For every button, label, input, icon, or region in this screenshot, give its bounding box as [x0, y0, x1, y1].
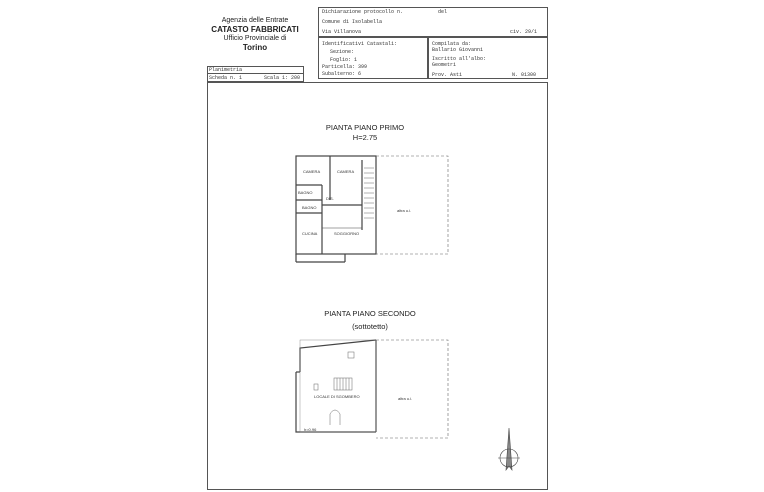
- declaration-label: Dichiarazione protocollo n.: [322, 9, 404, 15]
- room-soggiorno: SOGGIORNO: [334, 231, 360, 236]
- sezione-label: Sezione:: [330, 49, 355, 55]
- iscritto-label: Iscritto all'albo:: [432, 56, 487, 62]
- adjacent-unit-label-2: altra u.i.: [398, 396, 413, 401]
- via-label: Via Villanova: [322, 29, 362, 35]
- second-floor-plan: [296, 340, 376, 432]
- room-dis: DIS.: [326, 196, 334, 201]
- catasto-title: CATASTO FABBRICATI: [211, 25, 299, 34]
- first-floor-adjacent-unit: [376, 156, 448, 254]
- scheda-label: Scheda n. 1: [209, 75, 243, 81]
- room-locale-sgombero: LOCALE DI SGOMBERO: [314, 394, 360, 399]
- city-name: Torino: [242, 43, 268, 52]
- comune-label: Comune di Isolabella: [322, 19, 383, 25]
- second-floor-stairs: [314, 352, 354, 425]
- first-floor-stairs: [364, 168, 374, 218]
- room-camera-2: CAMERA: [337, 169, 355, 174]
- second-floor-adjacent-unit: [376, 340, 448, 438]
- first-floor-title: PIANTA PIANO PRIMO: [325, 123, 405, 132]
- ufficio-label: Ufficio Provinciale di: [223, 35, 287, 42]
- foglio-label: Foglio: 1: [330, 57, 358, 63]
- north-arrow: [498, 428, 520, 470]
- declaration-date-label: del: [438, 9, 448, 15]
- identifiers-label: Identificativi Catastali:: [322, 41, 398, 47]
- room-bagno-2: BAGNO: [302, 205, 317, 210]
- compilata-label: Compilata da:: [432, 41, 472, 47]
- scala-label: Scala 1: 200: [264, 75, 301, 81]
- civic-number: civ. 29/1: [510, 29, 538, 35]
- compiler-name: Ballario Giovanni: [432, 47, 484, 53]
- albo-label: Geometri: [432, 62, 457, 68]
- particella-label: Particella: 399: [322, 64, 368, 70]
- room-camera-1: CAMERA: [303, 169, 321, 174]
- first-floor-height: H=2.75: [352, 133, 378, 142]
- prov-label: Prov. Asti: [432, 72, 463, 78]
- planimetria-label: Planimetria: [209, 67, 243, 73]
- subalterno-label: Subalterno: 6: [322, 71, 362, 77]
- second-floor-title: PIANTA PIANO SECONDO: [324, 309, 416, 318]
- room-cucina: CUCINA: [302, 231, 318, 236]
- adjacent-unit-label-1: altra u.i.: [397, 208, 412, 213]
- second-floor-subtitle: (sottotetto): [352, 322, 388, 331]
- room-bagno-1: BAGNO: [298, 190, 313, 195]
- agency-name: Agenzia delle Entrate: [221, 17, 289, 24]
- second-floor-height: h=0.96: [304, 427, 317, 432]
- registry-number: N. 01300: [512, 72, 537, 78]
